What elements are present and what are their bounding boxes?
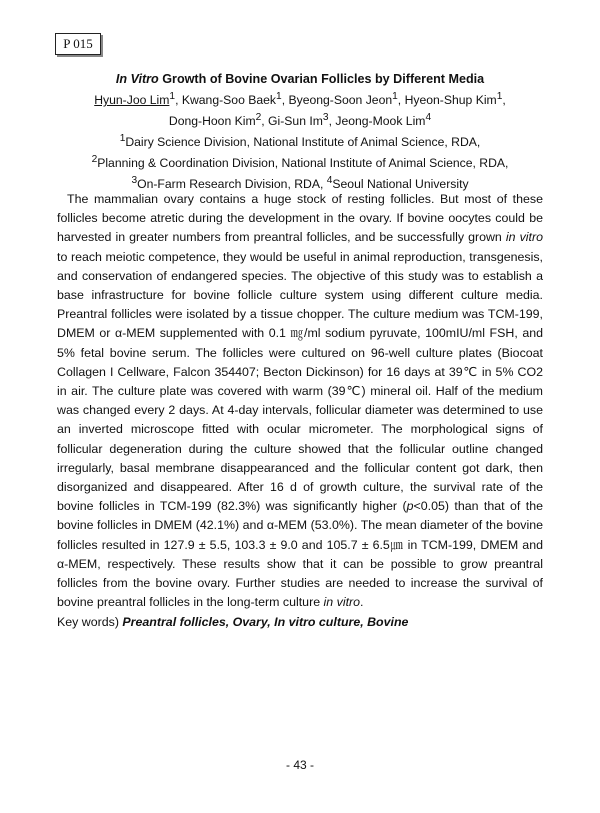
author-sup: 1 [276, 91, 282, 102]
affiliation-text: Dairy Science Division, National Institute of Animal Science, RDA, [125, 135, 481, 150]
abstract-body [57, 190, 543, 612]
keywords-values: Preantral follicles, Ovary, In vitro culture, Bovine [122, 615, 409, 629]
author-line-1: Hyun-Joo Lim$^1$, Kwang-Soo Baek$^1$, Byeong-Soon Jeon$^1$, Hyeon-Shup Kim$^1$, [94, 91, 506, 108]
paper-header [40, 70, 560, 193]
author-name: Gi-Sun Im [268, 114, 323, 129]
affiliation-sup: 2 [91, 154, 98, 166]
affiliation-sup: 3 [131, 175, 138, 187]
abstract-text: <0.05) than that of the bovine follicles in DMEM (42.1%) and α-MEM (53.0%). The mean diameter of the bovine follicles resulted in 127.9 ± 5.5, 103.3 ± 9.0 and 105.7 ± 6.5㎛ in TCM-199, DMEM and α-MEM, respectively. These results show that it can be possible to grow preantral follicles from the bovine ovary. Further studies are needed to increase the survival of bovine preantral follicles in the long-term culture [57, 499, 543, 610]
keywords [57, 613, 543, 631]
keywords-label: Key words) [57, 615, 123, 629]
author-name: Hyeon-Shup Kim [404, 93, 497, 108]
affiliation-text: Planning & Coordination Division, National Institute of Animal Science, RDA, [97, 156, 509, 171]
author-sup: 1 [496, 91, 503, 102]
page-number: - 43 - [285, 758, 314, 772]
author-name: Byeong-Soon Jeon [288, 93, 393, 108]
author-sup: 2 [255, 112, 262, 124]
abstract-italic: p [406, 499, 414, 514]
affiliation-2 [40, 151, 560, 172]
author-sup: 4 [425, 112, 432, 124]
affiliation-text: Seoul National University [332, 177, 469, 192]
affiliation-sup: 4 [326, 175, 333, 187]
paper-title [40, 70, 560, 88]
abstract-text: The mammalian ovary contains a huge stock of resting follicles. But most of these follicles become atretic during the development in the ovary. If bovine oocytes could be harvested in greater numbers from preantral follicles, and be successfully grown [57, 192, 543, 245]
author-name: Hyun-Joo Lim [94, 93, 170, 108]
title-italic: In Vitro [115, 72, 159, 86]
abstract-paragraph [57, 190, 543, 612]
author-sup: 1 [392, 91, 398, 102]
affiliation-1 [40, 130, 560, 151]
author-name: Kwang-Soo Baek [181, 93, 277, 108]
title-rest: Growth of Bovine Ovarian Follicles by Different Media [158, 72, 485, 86]
affiliation-text: On-Farm Research Division, RDA, [137, 177, 327, 192]
paper-code-box: P 015 [55, 33, 101, 55]
author-sup: 3 [322, 112, 329, 124]
abstract-text: . [360, 595, 364, 610]
author-sup: 1 [169, 91, 176, 102]
author-name: Dong-Hoon Kim [168, 114, 256, 129]
abstract-text: to reach meiotic competence, they would be useful in animal reproduction, transgenesis, and conservation of endangered species. The objective of this study was to establish a base infrastructure for bovine follicle culture system using different culture media. Preantral follicles were isolated by a tissue chopper. The culture medium was TCM-199, DMEM or α-MEM supplemented with 0.1 ㎎/ml sodium pyruvate, 100mIU/ml FSH, and 5% fetal bovine serum. The follicles were cultured on 96-well culture plates (Biocoat Collagen I Cellware, Falcon 354407; Becton Dickinson) for 16 days at 39℃ in 5% CO2 in air. The culture plate was covered with warm (39℃) mineral oil. Half of the medium was changed every 2 days. At 4-day intervals, follicular diameter was determined to use an inverted microscope fitted with ocular micrometer. The morphological signs of follicular degeneration during the culture showed that the follicular outline changed irregularly, basal membrane disappearanced and the follicular content got dark, then disorganized and disappeared. After 16 d of growth culture, the survival rate of the bovine follicles in TCM-199 (82.3%) was significantly higher ( [57, 249, 543, 514]
author-line-2: Dong-Hoon Kim$^2$, Gi-Sun Im$^3$, Jeong-Mook Lim$^4$ [168, 112, 432, 129]
affiliation-sup: 1 [119, 133, 126, 145]
abstract-italic: in vitro [323, 595, 361, 610]
abstract-italic: in vitro [505, 230, 543, 245]
author-name: Jeong-Mook Lim [335, 114, 426, 129]
